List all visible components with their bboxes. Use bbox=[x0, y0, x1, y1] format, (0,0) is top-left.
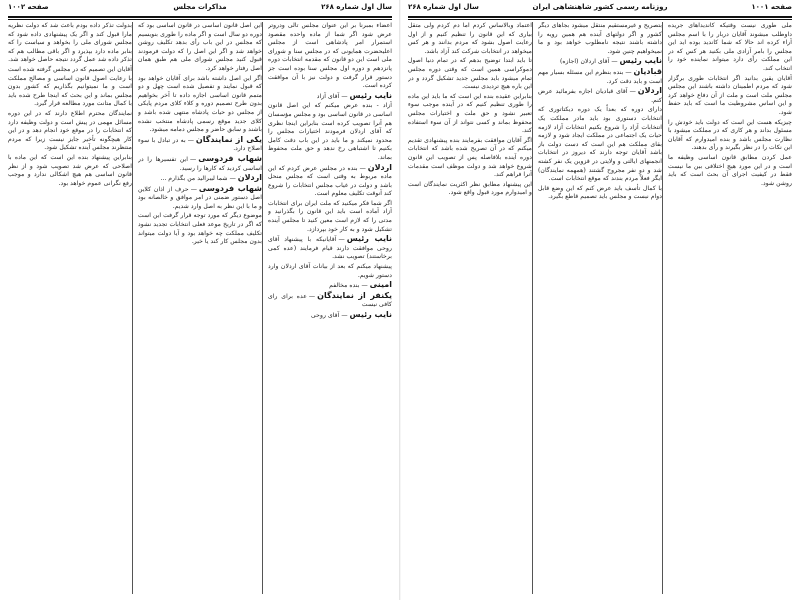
paragraph bbox=[138, 22, 262, 74]
speaker-paragraph bbox=[138, 174, 262, 184]
dash-separator: — bbox=[625, 68, 632, 76]
column-divider bbox=[262, 22, 263, 594]
speaker-name: نایب رئیس bbox=[346, 234, 392, 244]
paragraph-text: دارای دوره که بعداً یک دوره دیکتاتوری که انتخابات دستوری بود باید مادر مملکت یک انتخابات آزاد را شروع بکنیم انتخابات آزاد لازمه حیات یک اجتماعی در مملکت ایجاد شود و لازمه بقای مملکت هم این است که دست دولت باز باشد آقایان توجه دارند که دیروز در انتخابات انجمنهای ایالتی و ولایتی در قزوین یک نفر کشته شد و دو نفر مجروح گشتند (همهمه نمایندگان) ایگر فعلاً مردم بندند که موقع انتخابات است. bbox=[538, 106, 662, 183]
paragraph bbox=[408, 93, 532, 136]
paragraph-text: تا باید ابتدا توضیح بدهم که در تمام دنیا اصول دموکراسی همین است که وقتی دوره مجلس تمام میشود باید مجلس جدید تشکیل گردد و در این باره هیچ تردیدی نیست. bbox=[408, 57, 532, 91]
paragraph-text: آزاد - بنده عرض میکنم که این اصل قانون اساسی در قانون اساسی بود و مجلس مؤسسان هم آنرا تصویب کرده است بنابراین اینجا نظری که آقای اردلان فرمودند اختیارات مجلس را محدود نمیکند و ما باید در این باب دقت کامل بکنیم تا اشتباهی رخ ندهد و حق ملت محفوظ بماند. bbox=[268, 102, 392, 161]
paragraph bbox=[538, 106, 662, 183]
paragraph-text: بنابراین عقیده بنده این است که ما باید این ماده را طوری تنظیم کنیم که در آینده موجب سوء تعبیر نشود و حق ملت و اختیارات مجلس محفوظ بماند و کسی نتواند از آن سوء استفاده کند. bbox=[408, 92, 532, 135]
paragraph bbox=[408, 22, 532, 56]
paragraph-text: آقای قبادیان اجازه بفرمائید عرض کنم. bbox=[538, 88, 662, 104]
dash-separator: — bbox=[341, 92, 348, 100]
speaker-name: نایب رئیس bbox=[349, 90, 392, 100]
paragraph-text: ملی طوری نیست وقتیکه کاندیداهای جریده داوطلب میشوند آقایان دربار را با اسم مجلس آراء کرده اند حالا که شما کاندید بوده اید این مجلس را بامر آزادی ملی بکنید هر کس که در این مملکت رأی دارد میتواند نماینده خود را انتخاب کند. bbox=[668, 22, 792, 72]
paragraph-text: به در تبادل با سوء اصلاح دارد. bbox=[138, 136, 262, 153]
speaker-name: اردلان bbox=[367, 162, 392, 172]
paragraph-text: اگر شما فکر میکنید که ملت ایران برای انتخابات آزاد آماده است باید این قانون را بگذرانید و مدتی را که لازم است معین کنید تا مجلس آینده تشکیل شود و به کار خود بپردازد. bbox=[268, 199, 392, 233]
paragraph-text: آقایان این تصمیم که در مجلس گرفته شده است با رعایت اصول قانون اساسی و مصالح مملکت است و ما نمیتوانیم بگذاریم که کشور بدون مجلس بماند و این بحث که اینجا طرح شده باید با کمال متانت مورد مطالعه قرار گیرد. bbox=[8, 65, 132, 108]
dash-separator: — bbox=[338, 236, 345, 244]
paragraph-text: آقای آزاد bbox=[316, 92, 340, 100]
paragraph bbox=[8, 154, 132, 188]
paragraph-text: بنابراین پیشنهاد بنده این است که این ماده با اصلاحی که عرض شد تصویب شود و از نظر قانون اساسی هم هیچ اشکالی ندارد و موجب رفع نگرانی عموم خواهد بود. bbox=[8, 153, 132, 187]
paragraph-text: عده برای رای کافی نیست bbox=[268, 292, 392, 309]
paragraph bbox=[408, 181, 532, 198]
right-page-header bbox=[408, 3, 792, 15]
speaker-paragraph bbox=[138, 185, 262, 212]
header-rule bbox=[8, 16, 392, 18]
paragraph-text: پیشنهاد میکنم که بعد از بیانات آقای اردلان وارد دستور شویم. bbox=[268, 263, 392, 279]
speaker-paragraph bbox=[538, 68, 662, 86]
paragraph bbox=[8, 110, 132, 153]
speaker-name: اردلان bbox=[637, 86, 662, 96]
speaker-paragraph bbox=[268, 311, 392, 321]
paragraph bbox=[668, 119, 792, 153]
paragraph-text: نمایندگان محترم اطلاع دارند که در این دوره مسائل مهمی در پیش است و دولت وظیفه دارد که انتخابات را در موقع خود انجام دهد و در این کار هیچگونه تأخیر جایز نیست زیرا که مردم منتظرند مجلس آینده تشکیل شود. bbox=[8, 109, 132, 152]
text-column bbox=[668, 22, 792, 594]
paragraph-text: این پیشنهاد مطابق نظر اکثریت نمایندگان است و امیدوارم مورد قبول واقع شود. bbox=[408, 180, 532, 197]
speaker-name: نایب رئیس bbox=[619, 56, 662, 66]
paragraph-text: آقایانیکه با پیشنهاد آقای روحی موافقت دارند قیام فرمایند (عده کمی برخاستند) تصویب نشد. bbox=[268, 236, 392, 261]
text-column bbox=[268, 22, 392, 594]
dash-separator: — bbox=[229, 175, 236, 183]
paragraph-text: بنده مخالفم bbox=[329, 282, 360, 290]
speaker-paragraph bbox=[268, 235, 392, 262]
left-page-header bbox=[8, 3, 392, 15]
paragraph bbox=[138, 212, 262, 246]
text-column bbox=[138, 22, 262, 594]
speaker-name: امینی bbox=[369, 280, 392, 290]
speaker-paragraph bbox=[538, 87, 662, 105]
dash-separator: — bbox=[308, 292, 316, 300]
right-page bbox=[400, 0, 800, 600]
column-divider bbox=[132, 22, 133, 594]
paragraph-text: اعتماد وبالاساس کردم اما دم کردم ولی متقل بیاری که این قانون را تنظیم کنیم و از اول رعایت اصول بشود که مردم بدانند و هر کس میخواهد در انتخابات شرکت کند آزاد باشد. bbox=[408, 22, 532, 55]
speaker-paragraph bbox=[138, 136, 262, 154]
speaker-name: قبادیان bbox=[633, 66, 662, 76]
paragraph bbox=[668, 75, 792, 118]
text-column bbox=[8, 22, 132, 594]
speaker-name: نایب رئیس bbox=[349, 310, 392, 319]
paragraph bbox=[268, 200, 392, 234]
issue-number: سال اول شماره ۲۶۸ bbox=[321, 3, 392, 11]
paragraph bbox=[138, 75, 262, 135]
speaker-paragraph bbox=[268, 292, 392, 310]
header-rule-thin bbox=[8, 19, 392, 20]
page-number: صفحه ۱۰۰۲ bbox=[8, 3, 49, 11]
header-rule bbox=[408, 16, 792, 18]
paragraph bbox=[268, 263, 392, 280]
paragraph bbox=[538, 22, 662, 56]
paragraph bbox=[668, 154, 792, 188]
speaker-paragraph bbox=[138, 155, 262, 173]
paragraph bbox=[268, 22, 392, 91]
header-rule-thin bbox=[408, 19, 792, 20]
paragraph-text: اگر این اصل داشته باشد برای آقایان خواهد بود که قبول نمایند و تفصیل شده است چهل و دو متمم قانون اساسی اجازه داده تا آخر بخواهیم بدون طرح تصمیم دوره و کلاء کلای مردم پایکی از مجلس دو حیات پادشاه منتهی شده باشد و کلای جدید موقع رسمی پادشاه منتخب نشده باشند و سابق حاضر و مجلس دمامه میشود. bbox=[138, 74, 262, 134]
dash-separator: — bbox=[359, 164, 366, 172]
paragraph bbox=[538, 185, 662, 202]
section-title: مذاکرات مجلس bbox=[173, 3, 227, 11]
dash-separator: — bbox=[361, 282, 368, 290]
paragraph-text: بنده بنظرم این مسئله بسیار مهم است و باید دقت کرد. bbox=[538, 68, 662, 85]
speaker-name: یکی از نمایندگان bbox=[195, 134, 262, 144]
dash-separator: — bbox=[341, 312, 348, 319]
newspaper-title: روزنامه رسمی کشور شاهنشاهی ایران bbox=[532, 3, 668, 11]
speaker-name: یکنفر از نمایندگان bbox=[317, 290, 392, 300]
speaker-name: اردلان bbox=[237, 173, 262, 183]
paragraph-text: بتصریح و غیرمستقیم منتقل میشود بجاهای دیگر کشور و اگر دولتهای آینده هم همین رویه را داشته باشند نتیجه نامطلوب خواهد بود و ما نمیخواهیم چنین شود. bbox=[538, 22, 662, 55]
paragraph-text: این تفسیرها را در اساسی کردید که کارها را رسید. bbox=[138, 155, 262, 172]
paragraph-text: بدولت تذکر داده بودم باعث شد که دولت نظریه مارا قبول کند و اگر یک پیشنهادی داده شود که مجلس شورای ملی را بخواهد و سیاست را که بنابر ماده دارد بپذیرد و اگر باقی مطالب هم که تذکر داده شد عمل گردد نتیجه حاصل خواهد شد. bbox=[8, 22, 132, 64]
speaker-name: شهاب فردوسی bbox=[198, 183, 262, 193]
paragraph-text: این اصل قانون اساسی در قانون اساسی بود که دوره دو سال است و اگر ماده را طوری بنویسیم که مجلس در این باب رأی بدهد تکلیف روشن خواهد شد و اگر این اصل را که دولت فرمودند قبول کنید مجلس شورای ملی هم طبق همان اصل رفتار خواهد کرد. bbox=[138, 22, 262, 72]
page-number: صفحه ۱۰۰۱ bbox=[751, 3, 792, 11]
paragraph-text: عمل کردن مطابق قانون اساسی وظیفه ما است و در این مورد هیچ اختلافی بین ما نیست فقط در کیفیت اجرای آن بحث است که باید روشن شود. bbox=[668, 153, 792, 187]
paragraph bbox=[408, 57, 532, 91]
column-divider bbox=[532, 22, 533, 594]
paragraph-text: آقای روحی bbox=[311, 312, 340, 319]
dash-separator: — bbox=[629, 88, 636, 96]
paragraph-text: با کمال تأسف باید عرض کنم که این وضع قابل دوام نیست و مجلس باید تصمیم قاطع بگیرد. bbox=[538, 184, 662, 201]
paragraph-text: اگر آقایان موافقت بفرمایند بنده پیشنهادی تقدیم میکنم که در آن تصریح شده باشد که انتخابات دوره آینده بلافاصله پس از تصویب این قانون شروع خواهد شد و دولت موظف است مقدمات آنرا فراهم کند. bbox=[408, 136, 532, 179]
paragraph bbox=[408, 137, 532, 180]
paragraph-text: شما لیبرالید من بگذارم ... bbox=[160, 175, 228, 183]
paragraph bbox=[668, 22, 792, 74]
speaker-name: شهاب فردوسی bbox=[198, 153, 262, 163]
paragraph-text: چیزیکه هست این است که دولت باید خودش را مسئول بداند و هر کاری که در مملکت میشود با نظارت مجلس باشد و بنده امیدوارم که آقایان این نکات را در نظر بگیرند و رأی بدهند. bbox=[668, 118, 792, 152]
dash-separator: — bbox=[190, 185, 197, 193]
column-divider bbox=[662, 22, 663, 594]
paragraph bbox=[268, 102, 392, 162]
issue-number: سال اول شماره ۲۶۸ bbox=[408, 3, 479, 11]
paragraph-text: موضوع دیگر که مورد توجه قرار گرفت این است که اگر در تاریخ موعد فعلی انتخابات تجدید نشود تکلیف مملکت چه خواهد بود و آیا دولت میتواند بدون مجلس کار کند یا خیر. bbox=[138, 212, 262, 246]
paragraph-text: آقای اردلان (اجازه) bbox=[559, 58, 610, 66]
paragraph bbox=[8, 66, 132, 109]
dash-separator: — bbox=[190, 155, 197, 163]
speaker-paragraph bbox=[538, 57, 662, 67]
paragraph-text: بنده در مجلس عرض کردم که این ماده مربوط به وقتی است که مجلس منحل باشد و دولت در غیاب مجلس انتخابات را شروع کند آنوقت تکلیف معلوم است. bbox=[268, 164, 392, 198]
dash-separator: — bbox=[187, 136, 194, 144]
paragraph-text: حرف از اذان کلاین اصل دستور ضمنی در امر موافق و خالصانه بود و ما با این نظر به اصل وارد شدیم. bbox=[138, 185, 262, 210]
text-column bbox=[408, 22, 532, 594]
text-column bbox=[538, 22, 662, 594]
speaker-paragraph bbox=[268, 92, 392, 102]
speaker-paragraph bbox=[268, 164, 392, 199]
paragraph bbox=[8, 22, 132, 65]
speaker-paragraph bbox=[268, 281, 392, 291]
paragraph-text: آقایان یقین بدانید اگر انتخابات طوری برگزار شود که مردم اطمینان داشته باشند این مجلس مجلس ملت است و ملت از آن دفاع خواهد کرد و این اساس مشروطیت ما است که باید حفظ شود. bbox=[668, 74, 792, 116]
paragraph-text: اعضاء بمبرنا بر این عنوان مجلس تالی ودروتر عرض شود اگر شما از ماده واحده مقصود استمرار امر پادشاهی است از مجلس اعلیحضرت همایونی که در مجلس سنا و شورای ملی است این دو قانون که مقدمه انتخابات دوره پانزدهم و دوره اول مجلس سنا بوده است جز دستور قرار گرفت و دولت نیز با آن موافقت کرده است. bbox=[268, 22, 392, 90]
dash-separator: — bbox=[611, 58, 618, 66]
